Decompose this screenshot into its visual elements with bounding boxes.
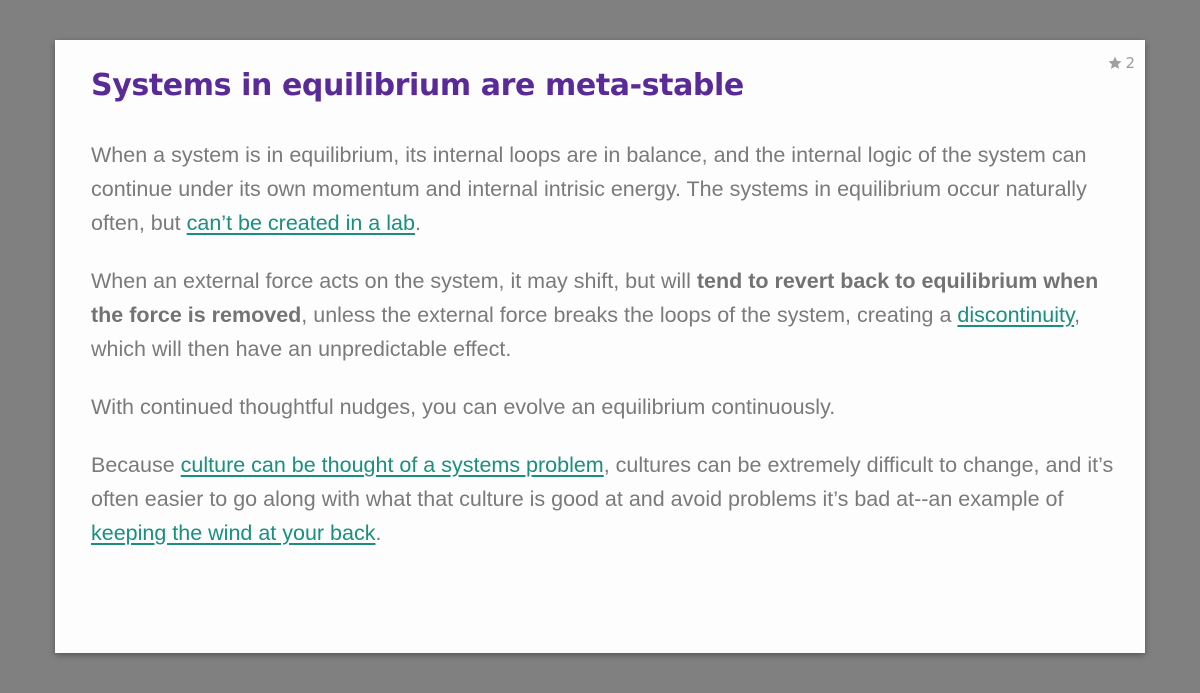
paragraph-2-text-2: , unless the external force breaks the loops of the system, creating a [301,303,958,327]
paragraph-2 [91,264,1121,366]
paragraph-2-bold-text: tend to revert back to equilibrium when the force is removed [91,269,1099,327]
paragraph-1-text-2: . [414,211,421,235]
paragraph-3-text-1: With continued thoughtful nudges, you can evolve an equilibrium continuously. [91,395,836,419]
star-count-badge[interactable] [1107,54,1135,72]
link-cant-be-created-in-a-lab[interactable]: can’t be created in a lab [186,211,415,235]
paragraph-2-text-3: , which will then have an unpredictable effect. [91,303,1081,361]
paragraph-4-text-1: Because [91,453,181,477]
paragraph-1-text-1: When a system is in equilibrium, its internal loops are in balance, and the internal logic of the system can continue under its own momentum and internal intrisic energy. The systems in equilibrium occur naturally often, but [91,143,1087,235]
card [55,40,1145,653]
paragraph-3 [91,390,1121,424]
paragraph-4-text-2: , cultures can be extremely difficult to change, and it’s often easier to go along with what that culture is good at and avoid problems it’s bad at--an example of [91,453,1114,511]
page-title: Systems in equilibrium are meta-stable [91,68,744,103]
paragraph-4 [91,448,1121,550]
link-culture-systems-problem[interactable]: culture can be thought of a systems problem [180,453,604,477]
paragraph-4-text-3: . [375,521,382,545]
paragraph-2-text-1: When an external force acts on the system, it may shift, but will [91,269,697,293]
article-body [91,138,1121,574]
link-keeping-the-wind-at-your-back[interactable]: keeping the wind at your back [91,521,376,545]
link-discontinuity[interactable]: discontinuity [957,303,1075,327]
paragraph-1 [91,138,1121,240]
star-count: 2 [1125,54,1135,72]
star-icon [1107,55,1123,71]
